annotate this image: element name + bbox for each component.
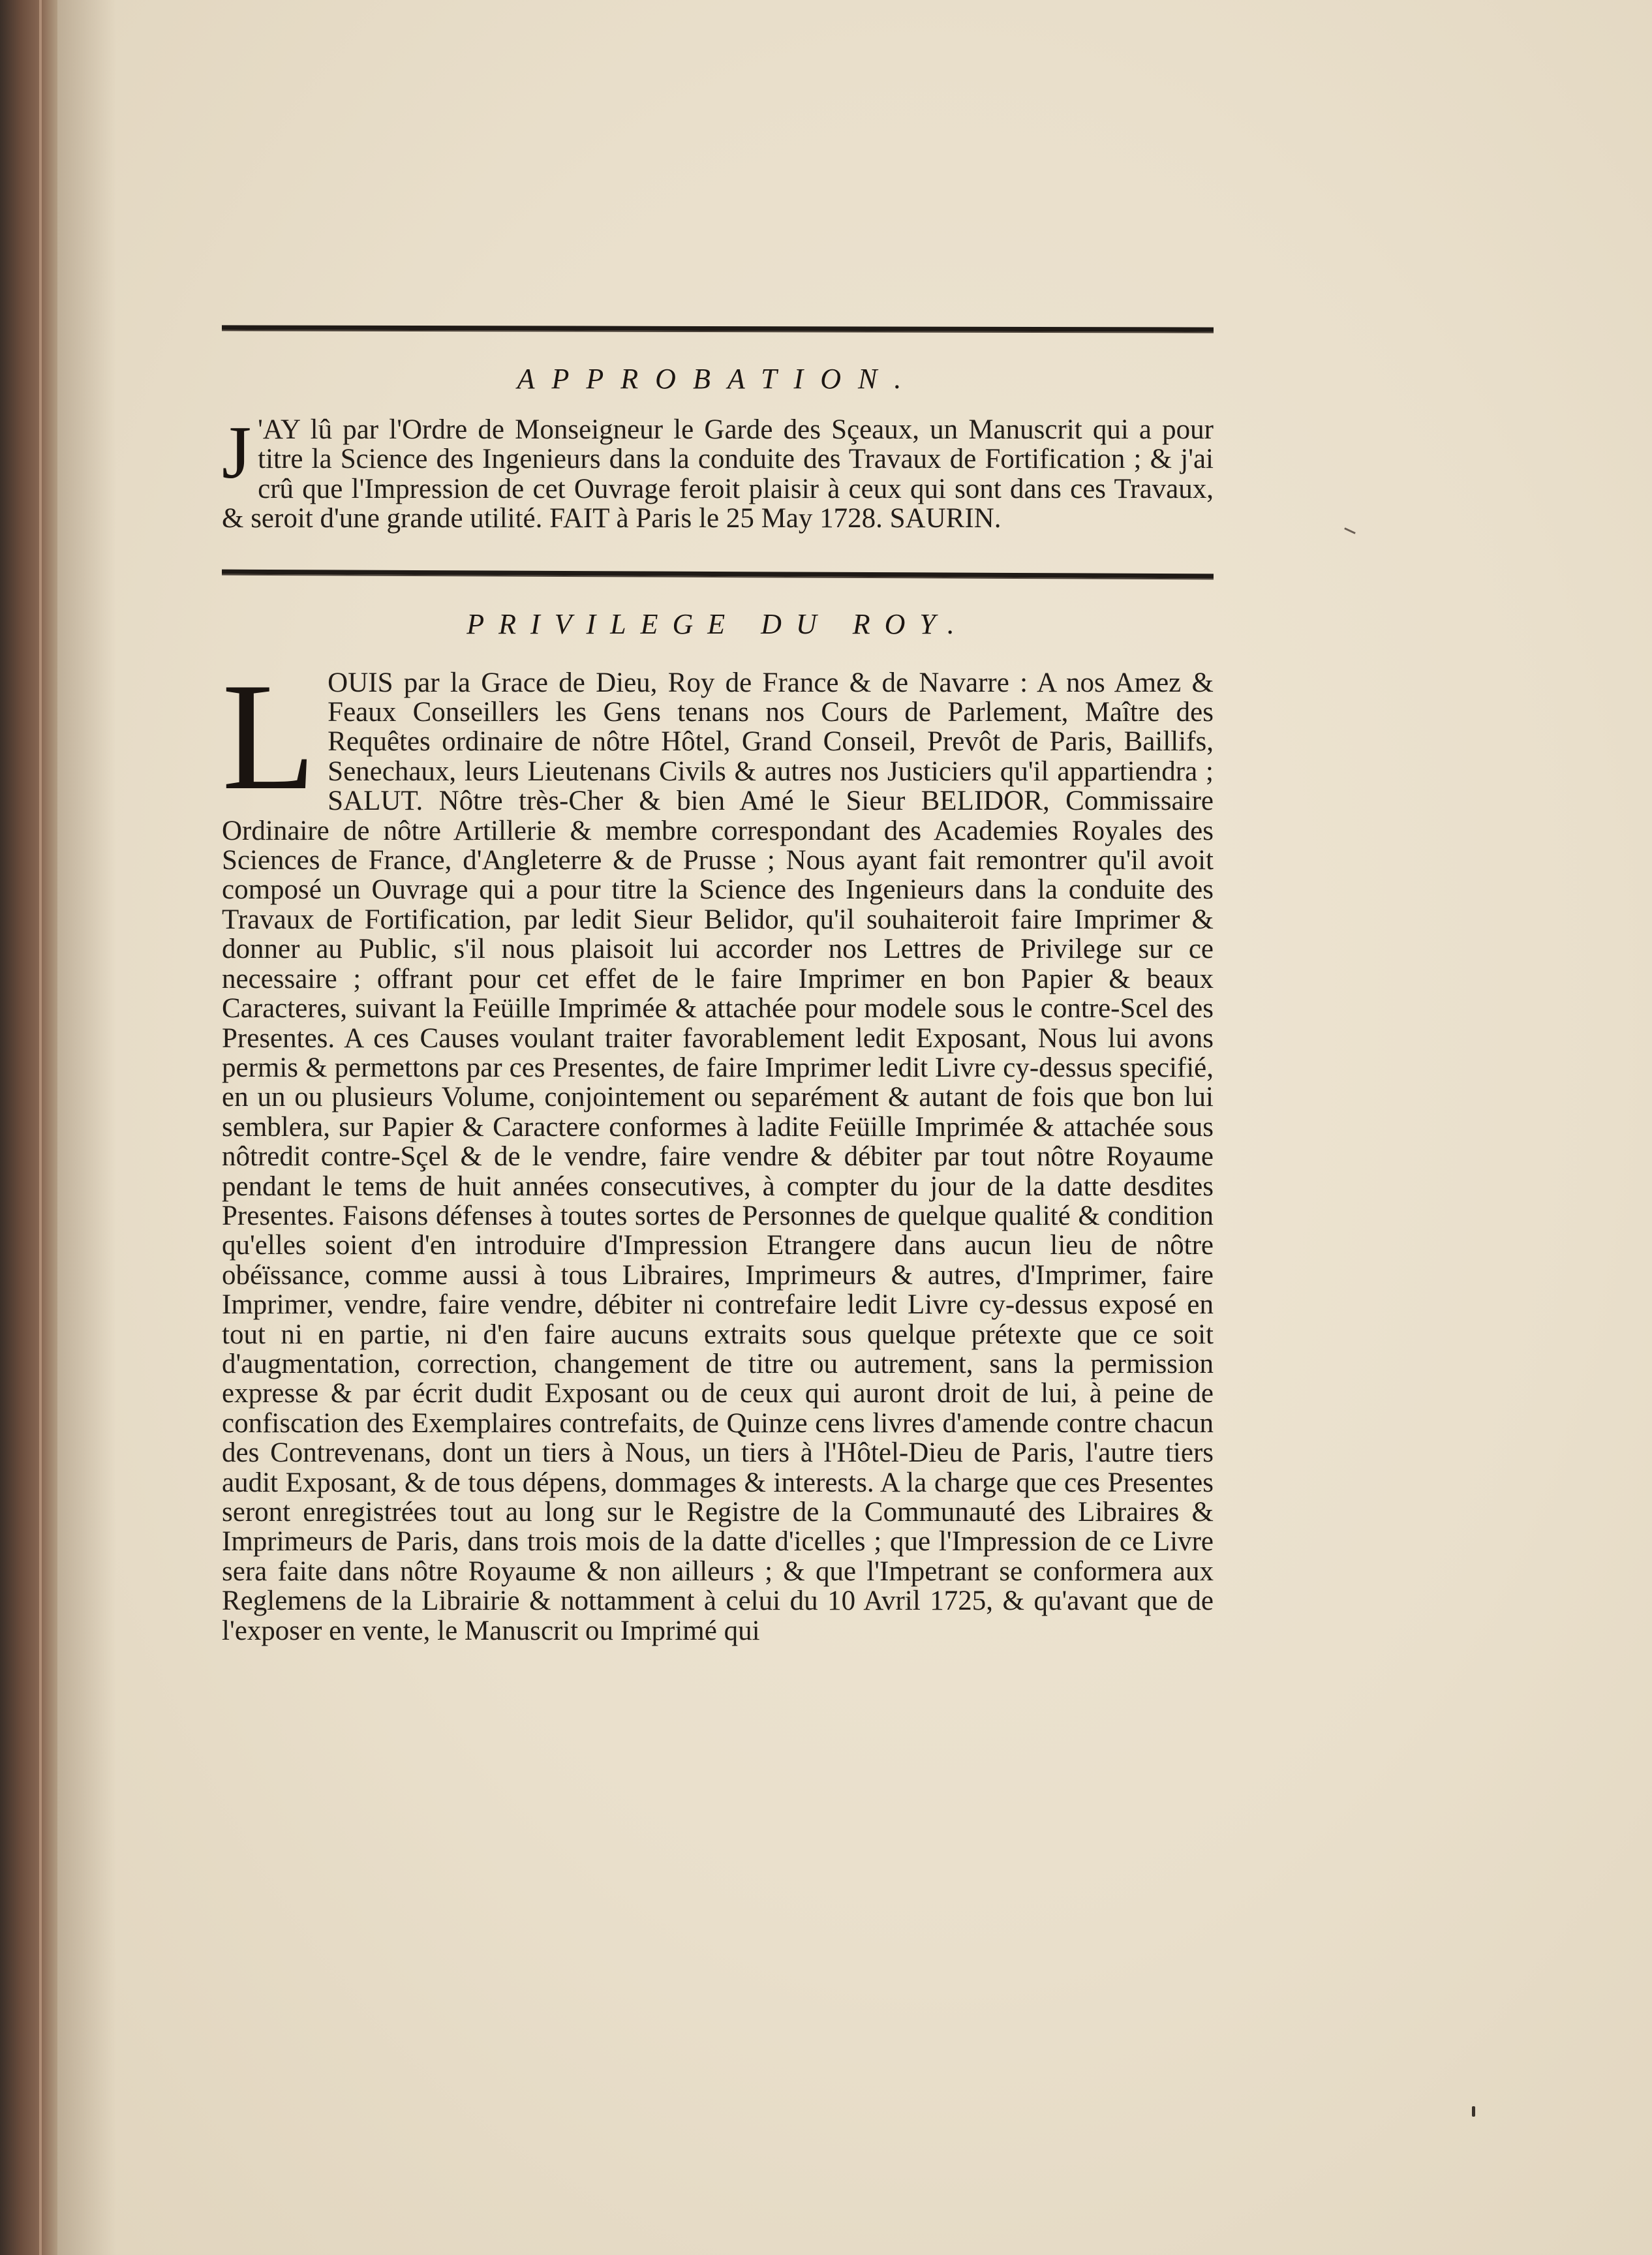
approbation-text: 'AY lû par l'Ordre de Monseigneur le Garde des Sçeaux, un Manuscrit qui a pour titre la Science des Ingenieurs dans la conduite des Travaux de Fortification ; & j'ai crû que l'Impression de cet Ouvrage feroit plaisir à ceux qui sont dans ces Travaux, & seroit d'une grande utilité. FAIT à Paris le 25 May 1728. SAURIN. [222,414,1214,534]
privilege-heading: PRIVILEGE DU ROY. [467,607,969,640]
book-spine-edge [0,0,60,2255]
approbation-paragraph [222,411,1214,534]
privilege-drop-cap: L [222,651,316,822]
top-rule [222,325,1214,333]
gutter-shadow [57,0,116,2255]
ink-speck [1472,2106,1475,2117]
approbation-heading: APPROBATION. [517,363,919,395]
page-content [222,326,1214,1646]
privilege-text: OUIS par la Grace de Dieu, Roy de France & de Navarre : A nos Amez & Feaux Conseillers les Gens tenans nos Cours de Parlement, Maître des Requêtes ordinaire de nôtre Hôtel, Grand Conseil, Prevôt de Paris, Baillifs, Senechaux, leurs Lieutenans Civils & autres nos Justiciers qu'il appartiendra ; SALUT. Nôtre très-Cher & bien Amé le Sieur BELIDOR, Commissaire Ordinaire de nôtre Artillerie & membre correspondant des Academies Royales des Sciences de France, d'Angleterre & de Prusse ; Nous ayant fait remontrer qu'il avoit composé un Ouvrage qui a pour titre la Science des Ingenieurs dans la conduite des Travaux de Fortification, par ledit Sieur Belidor, qu'il souhaiteroit faire Imprimer & donner au Public, s'il nous plaisoit lui accorder nos Lettres de Privilege sur ce necessaire ; offrant pour cet effet de le faire Imprimer en bon Papier & beaux Caracteres, suivant la Feüille Imprimée & attachée pour modele sous le contre-Scel des Presentes. A ces Causes voulant traiter favorablement ledit Exposant, Nous lui avons permis & permettons par ces Presentes, de faire Imprimer ledit Livre cy-dessus specifié, en un ou plusieurs Volume, conjointement ou separément & autant de fois que bon lui semblera, sur Papier & Caractere conformes à ladite Feüille Imprimée & attachée sous nôtredit contre-Sçel & de le vendre, faire vendre & débiter par tout nôtre Royaume pendant le tems de huit années consecutives, à compter du jour de la datte desdites Presentes. Faisons défenses à toutes sortes de Personnes de quelque qualité & condition qu'elles soient d'en introduire d'Impression Etrangere dans aucun lieu de nôtre obéïssance, comme aussi à tous Libraires, Imprimeurs & autres, d'Imprimer, faire Imprimer, vendre, faire vendre, débiter ni contrefaire ledit Livre cy-dessus exposé en tout ni en partie, ni d'en faire aucuns extraits sous quelque prétexte que ce soit d'augmentation, correction, changement de titre ou autrement, sans la permission expresse & par écrit dudit Exposant ou de ceux qui auront droit de lui, à peine de confiscation des Exemplaires contrefaits, de Quinze cens livres d'amende contre chacun des Contrevenans, dont un tiers à Nous, un tiers à l'Hôtel-Dieu de Paris, l'autre tiers audit Exposant, & de tous dépens, dommages & interests. A la charge que ces Presentes seront enregistrées tout au long sur le Registre de la Communauté des Libraires & Imprimeurs de Paris, dans trois mois de la datte d'icelles ; que l'Impression de ce Livre sera faite dans nôtre Royaume & non ailleurs ; & que l'Impetrant se conformera aux Reglemens de la Librairie & nottamment à celui du 10 Avril 1725, & qu'avant que de l'exposer en vente, le Manuscrit ou Imprimé qui [222,667,1214,1646]
approbation-drop-cap: J [222,411,252,495]
privilege-paragraph [222,651,1214,1646]
page-edge-line [39,0,42,2255]
section-rule [222,569,1214,579]
